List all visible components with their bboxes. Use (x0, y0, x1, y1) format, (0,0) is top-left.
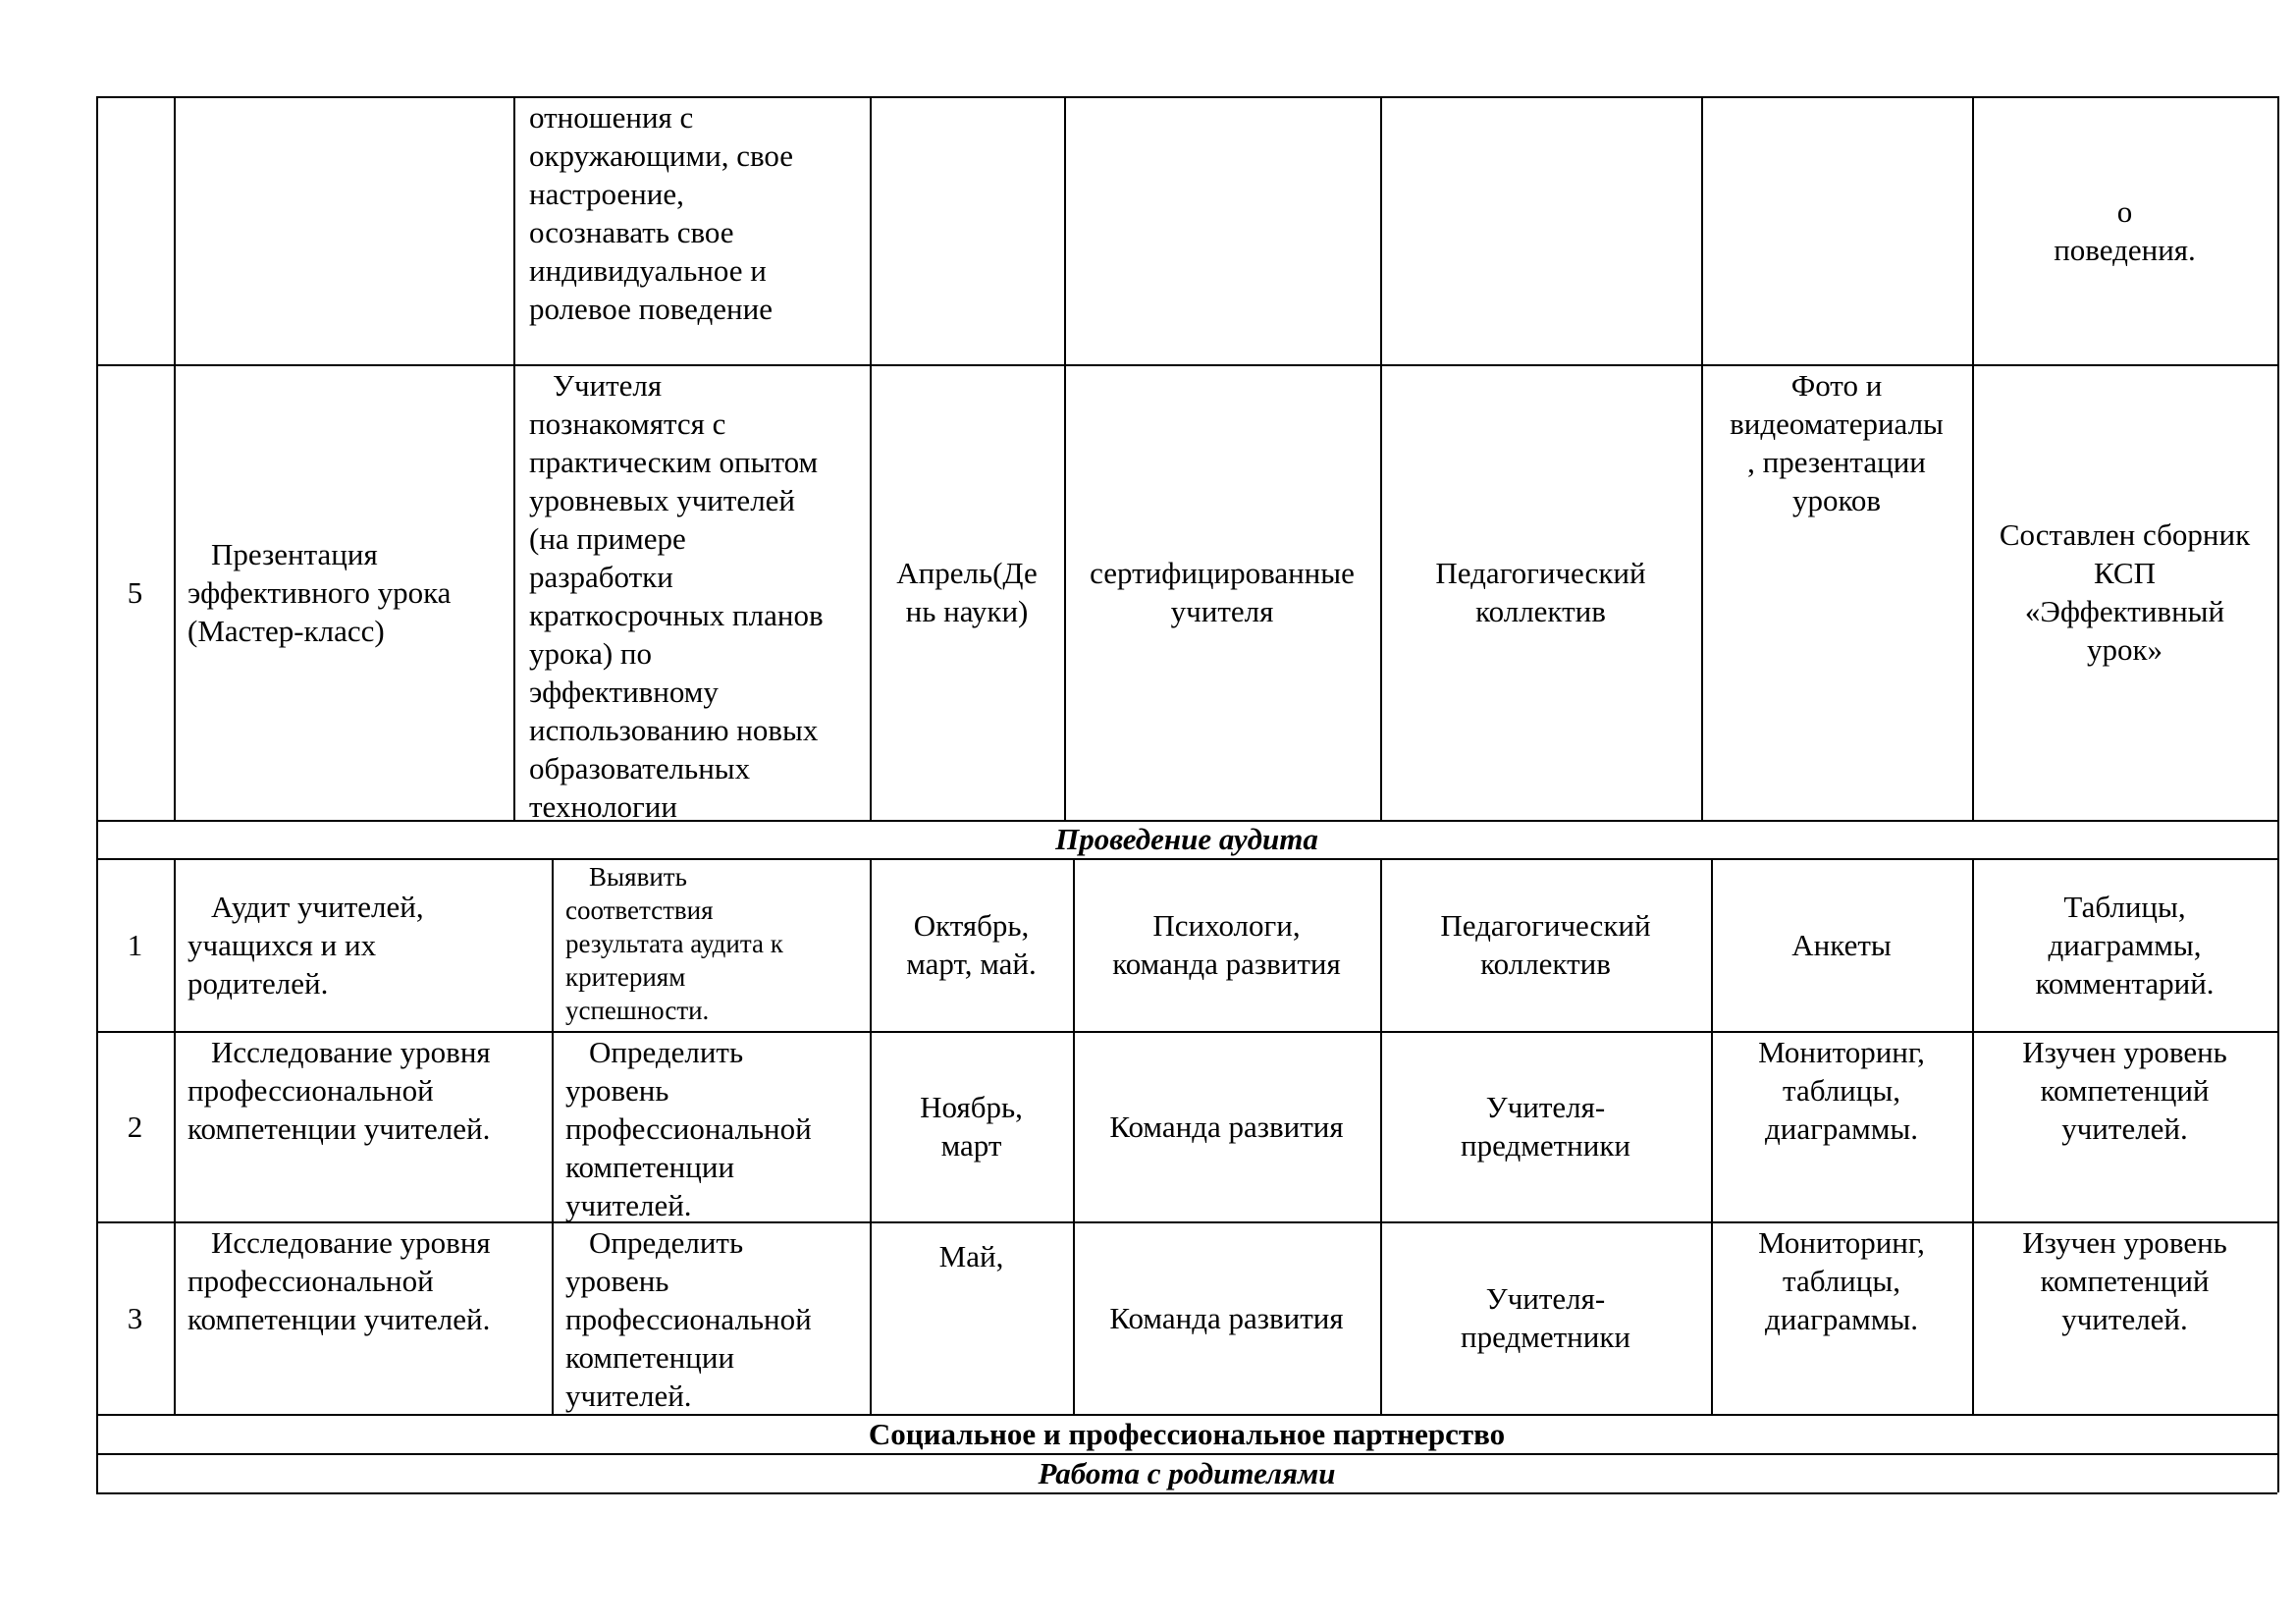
form-cell (1707, 366, 1966, 818)
goal-cell-line: критериям (565, 962, 686, 992)
result-cell-line: компетенций (2040, 1073, 2210, 1108)
result-cell-line: комментарий. (2035, 965, 2215, 1001)
result-cell-line: диаграммы, (2048, 927, 2202, 962)
section-title-parents (102, 1455, 2271, 1490)
event-cell-line: Исследование уровня (211, 1035, 491, 1069)
table-rule (96, 820, 98, 858)
table-rule (2277, 820, 2279, 858)
date-cell-line: Октябрь, (913, 908, 1030, 943)
event-cell-line: родителей. (187, 965, 329, 1001)
goal-cell-line: урока) по (529, 636, 653, 671)
table-rule (96, 1414, 98, 1492)
table-rule (96, 96, 2277, 98)
result-cell-line: «Эффективный (2024, 594, 2225, 628)
participants-cell-line: Учителя- (1485, 1281, 1606, 1316)
result-cell-line: Изучен уровень (2022, 1035, 2227, 1069)
table-rule (96, 96, 98, 820)
result-cell (1978, 1033, 2271, 1219)
table-rule (552, 858, 554, 1414)
event-cell-line: эффективного урока (187, 574, 452, 610)
table-rule (870, 96, 872, 820)
goal-cell-line: учителей. (565, 1379, 692, 1413)
result-cell (1978, 98, 2271, 362)
result-cell-line: компетенций (2040, 1264, 2210, 1298)
date-cell-line: нь науки) (905, 594, 1029, 628)
goal-cell-line: профессиональной (565, 1111, 812, 1146)
goal-cell-line: Определить (589, 1035, 744, 1069)
section-title-partnership-line: Социальное и профессиональное партнерство (868, 1416, 1506, 1451)
participants-cell-line: Учителя- (1485, 1090, 1606, 1124)
form-cell-line: диаграммы. (1765, 1302, 1918, 1336)
goal-cell-line: компетенции (565, 1340, 735, 1375)
event-cell-line: профессиональной (187, 1264, 434, 1298)
date-cell-line: Апрель(Де (896, 556, 1038, 590)
form-cell-line: Фото и (1790, 368, 1883, 403)
goal-cell-line: технологии (529, 789, 677, 824)
row-number (102, 366, 168, 818)
form-cell-line: , презентации (1747, 445, 1926, 479)
table-rule (2277, 1414, 2279, 1492)
form-cell-line: Мониторинг, (1758, 1225, 1925, 1260)
result-cell-line: поведения. (2054, 232, 2196, 267)
goal-cell-line: эффективному (529, 675, 719, 709)
goal-cell-line: отношения с (529, 100, 694, 135)
result-cell-line: учителей. (2061, 1111, 2188, 1146)
participants-cell-line: предметники (1461, 1128, 1630, 1163)
form-cell-line: таблицы, (1783, 1073, 1900, 1108)
table-rule (1380, 96, 1382, 820)
date-cell (876, 1033, 1067, 1219)
row-number (102, 860, 168, 1029)
form-cell-line: уроков (1791, 483, 1882, 517)
responsible-cell (1070, 366, 1374, 818)
result-cell-line: о (2116, 193, 2133, 229)
goal-cell-line: использованию новых (529, 713, 819, 747)
event-cell (187, 1033, 546, 1219)
responsible-cell (1079, 1223, 1374, 1412)
goal-cell (565, 1033, 864, 1222)
participants-cell (1386, 1223, 1705, 1412)
result-cell (1978, 1223, 2271, 1412)
event-cell-line: Исследование уровня (211, 1225, 491, 1260)
goal-cell (529, 98, 864, 362)
goal-cell (565, 1223, 864, 1412)
result-cell-line: Таблицы, (2063, 889, 2186, 924)
form-cell (1717, 1033, 1966, 1219)
row-number-line: 5 (127, 574, 143, 610)
event-cell-line: учащихся и их (187, 927, 377, 962)
event-cell-line: компетенции учителей. (187, 1302, 491, 1336)
table-rule (1972, 858, 1974, 1414)
event-cell-line: Аудит учителей, (211, 889, 424, 924)
event-cell-line: профессиональной (187, 1073, 434, 1108)
event-cell (187, 860, 546, 1029)
responsible-cell-line: Команда развития (1109, 1109, 1344, 1144)
goal-cell-line: осознавать свое (529, 215, 734, 249)
form-cell (1717, 860, 1966, 1029)
goal-cell (529, 366, 864, 824)
table-rule (174, 858, 176, 1414)
goal-cell-line: разработки (529, 560, 673, 594)
event-cell-line: компетенции учителей. (187, 1111, 491, 1146)
responsible-cell-line: учителя (1170, 594, 1274, 628)
table-rule (96, 1492, 2277, 1494)
goal-cell-line: учителей. (565, 1188, 692, 1222)
section-title-parents-line: Работа с родителями (1038, 1455, 1336, 1490)
result-cell-line: учителей. (2061, 1302, 2188, 1336)
goal-cell-line: настроение, (529, 177, 684, 211)
row-number-line: 1 (127, 927, 143, 962)
participants-cell (1386, 1033, 1705, 1219)
table-rule (1064, 96, 1066, 820)
goal-cell-line: успешности. (565, 996, 710, 1025)
date-cell (876, 860, 1067, 1029)
goal-cell-line: компетенции (565, 1150, 735, 1184)
goal-cell-line: индивидуальное и (529, 253, 767, 288)
participants-cell-line: коллектив (1475, 594, 1606, 628)
form-cell-line: диаграммы. (1765, 1111, 1918, 1146)
goal-cell-line: уровневых учителей (529, 483, 796, 517)
form-cell-line: таблицы, (1783, 1264, 1900, 1298)
date-cell-line: Май, (938, 1239, 1004, 1273)
result-cell-line: Изучен уровень (2022, 1225, 2227, 1260)
table-rule (174, 96, 176, 820)
table-rule (1972, 96, 1974, 820)
responsible-cell-line: сертифицированные (1090, 556, 1355, 590)
result-cell-line: КСП (2094, 556, 2156, 590)
result-cell (1978, 366, 2271, 818)
responsible-cell (1079, 860, 1374, 1029)
form-cell-line: Анкеты (1791, 927, 1892, 962)
responsible-cell-line: команда развития (1112, 947, 1341, 981)
goal-cell-line: уровень (565, 1073, 669, 1108)
goal-cell-line: окружающими, свое (529, 138, 794, 173)
goal-cell (565, 860, 864, 1029)
result-cell-line: урок» (2086, 632, 2163, 667)
form-cell-line: видеоматериалы (1730, 406, 1944, 441)
table-rule (1380, 858, 1382, 1414)
goal-cell-line: ролевое поведение (529, 292, 773, 326)
goal-cell-line: соответствия (565, 895, 714, 925)
row-number-line: 3 (127, 1300, 143, 1335)
section-title-audit (102, 822, 2271, 856)
event-cell-line: (Мастер-класс) (187, 613, 385, 648)
date-cell (876, 1237, 1067, 1412)
result-cell (1978, 860, 2271, 1029)
participants-cell-line: Педагогический (1440, 908, 1651, 943)
responsible-cell-line: Психологи, (1152, 908, 1301, 943)
section-title-audit-line: Проведение аудита (1055, 822, 1318, 856)
date-cell-line: март (940, 1128, 1002, 1163)
goal-cell-line: (на примере (529, 521, 686, 556)
table-rule (1073, 858, 1075, 1414)
participants-cell (1386, 860, 1705, 1029)
responsible-cell (1079, 1033, 1374, 1219)
participants-cell-line: предметники (1461, 1320, 1630, 1354)
responsible-cell-line: Команда развития (1109, 1300, 1344, 1335)
participants-cell (1386, 366, 1695, 818)
section-title-partnership (102, 1416, 2271, 1451)
goal-cell-line: уровень (565, 1264, 669, 1298)
row-number-line: 2 (127, 1109, 143, 1144)
table-rule (870, 858, 872, 1414)
event-cell (187, 1223, 546, 1412)
result-cell-line: Составлен сборник (1999, 517, 2251, 552)
row-number (102, 1033, 168, 1219)
goal-cell-line: познакомятся с (529, 406, 726, 441)
form-cell-line: Мониторинг, (1758, 1035, 1925, 1069)
date-cell-line: Ноябрь, (920, 1090, 1023, 1124)
table-rule (2277, 96, 2279, 820)
table-rule (1711, 858, 1713, 1414)
table-rule (96, 858, 98, 1414)
date-cell (876, 366, 1058, 818)
event-cell-line: Презентация (211, 536, 378, 571)
form-cell (1717, 1223, 1966, 1412)
goal-cell-line: Определить (589, 1225, 744, 1260)
participants-cell-line: коллектив (1480, 947, 1611, 981)
goal-cell-line: образовательных (529, 751, 751, 785)
goal-cell-line: Учителя (553, 368, 663, 403)
goal-cell-line: Выявить (589, 862, 687, 892)
event-cell (187, 366, 507, 818)
date-cell-line: март, май. (906, 947, 1037, 981)
table-rule (1701, 96, 1703, 820)
participants-cell-line: Педагогический (1435, 556, 1646, 590)
table-rule (513, 96, 515, 820)
goal-cell-line: результата аудита к (565, 929, 783, 958)
goal-cell-line: профессиональной (565, 1302, 812, 1336)
goal-cell-line: практическим опытом (529, 445, 819, 479)
row-number (102, 1223, 168, 1412)
goal-cell-line: краткосрочных планов (529, 598, 824, 632)
table-rule (2277, 858, 2279, 1414)
